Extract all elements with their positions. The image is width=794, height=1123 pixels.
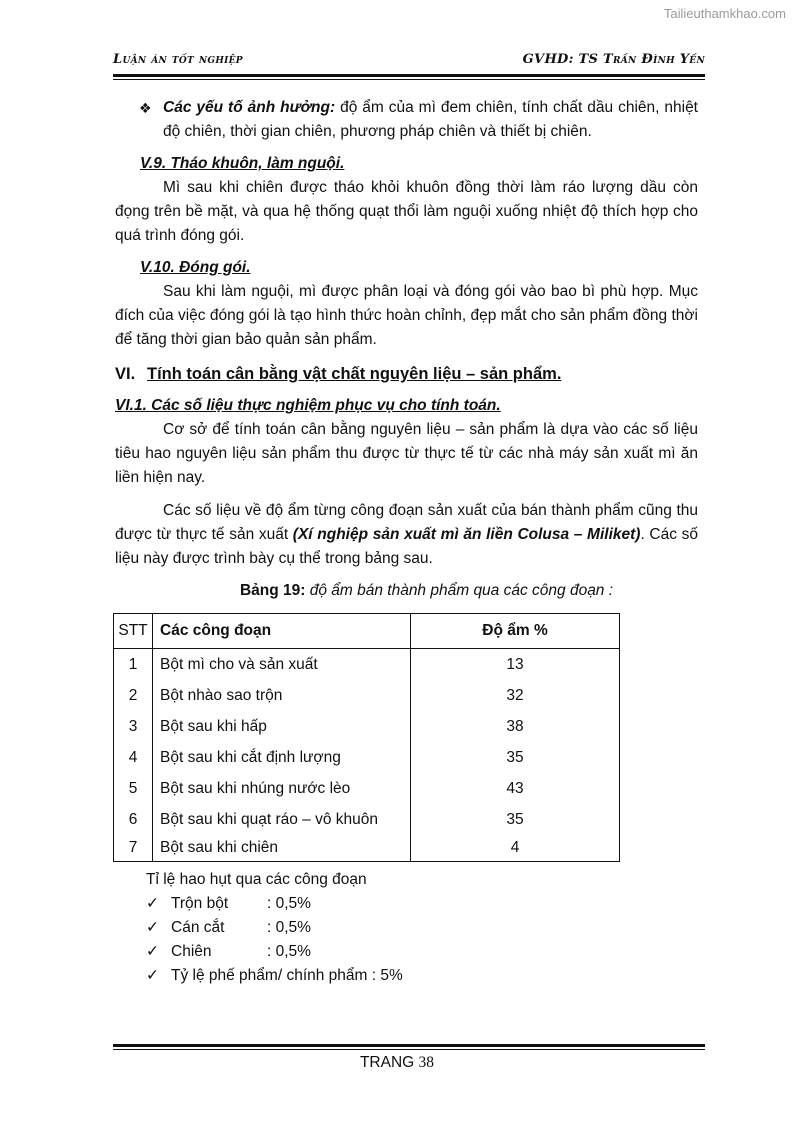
section-v10-paragraph: Sau khi làm nguội, mì được phân loại và đóng gói vào bao bì phù hợp. Mục đích của việc đóng gói là tạo hình thức hoàn chỉnh, đẹp mắt cho sản phẩm đồng thời để tăng thời gian bảo quản sản phẩm. (115, 283, 698, 348)
cell-stt: 3 (114, 711, 153, 742)
section-vi-text: Tính toán cân bằng vật chất nguyên liệu – sản phẩm. (147, 365, 562, 383)
table-row (114, 804, 620, 835)
loss-label: Trộn bột (171, 895, 229, 912)
list-item (146, 892, 403, 916)
para2-text-a: Các số liệu về độ ẩm từng công đoạn sản xuất của bán thành phẩm cũng thu được từ thực tế sản xuất (115, 502, 698, 543)
loss-label: Cán cắt (171, 919, 225, 936)
header-advisor: GVHD: TS Trần Đình Yến (522, 52, 705, 67)
table-row (114, 649, 620, 681)
influence-factors-bullet (115, 96, 698, 144)
check-icon: ✓ (146, 895, 159, 912)
header-moisture: Độ ẩm % (411, 614, 620, 649)
footer-rule-thick (113, 1044, 705, 1047)
loss-value: : 0,5% (267, 943, 311, 960)
page-header (113, 52, 705, 74)
cell-stt: 5 (114, 773, 153, 804)
cell-moisture: 38 (411, 711, 620, 742)
loss-rates (146, 868, 403, 988)
bullet-text: độ ẩm của mì đem chiên, tính chất dầu chiên, nhiệt độ chiên, thời gian chiên, phương pháp chiên và thiết bị chiên. (163, 99, 698, 140)
table-row (114, 835, 620, 862)
table-row (114, 711, 620, 742)
cell-moisture: 13 (411, 649, 620, 681)
list-item (146, 964, 403, 988)
cell-stage: Bột sau khi chiên (153, 835, 411, 862)
loss-rates-title: Tỉ lệ hao hụt qua các công đoạn (146, 871, 367, 888)
section-vi-number: VI. (115, 365, 136, 383)
check-icon: ✓ (146, 943, 159, 960)
section-v10-title: V.10. Đóng gói. (140, 259, 251, 276)
check-icon: ✓ (146, 919, 159, 936)
cell-stage: Bột sau khi quạt ráo – vô khuôn (153, 804, 411, 835)
bullet-label: Các yếu tố ảnh hưởng: (163, 99, 336, 116)
section-v9-title: V.9. Tháo khuôn, làm nguội. (140, 155, 345, 172)
cell-moisture: 35 (411, 742, 620, 773)
diamond-bullet-icon: ❖ (139, 100, 152, 116)
para2-text-c: . Các số liệu này được trình bày cụ thể trong bảng sau. (115, 526, 699, 567)
page-label: TRANG (359, 1054, 415, 1071)
check-icon: ✓ (146, 967, 159, 984)
section-vi1-paragraph-2 (115, 499, 698, 571)
cell-moisture: 32 (411, 680, 620, 711)
cell-stt: 1 (114, 649, 153, 681)
moisture-table (113, 613, 620, 862)
cell-stage: Bột mì cho và sản xuất (153, 649, 411, 681)
cell-moisture: 35 (411, 804, 620, 835)
list-item (146, 916, 403, 940)
table-row (114, 742, 620, 773)
cell-moisture: 4 (411, 835, 620, 862)
loss-value: : 0,5% (267, 919, 311, 936)
loss-value: : 0,5% (267, 895, 311, 912)
table-row (114, 773, 620, 804)
cell-stt: 6 (114, 804, 153, 835)
table-caption (115, 579, 698, 603)
cell-moisture: 43 (411, 773, 620, 804)
section-vi1-paragraph-1: Cơ sở để tính toán cân bằng nguyên liệu – sản phẩm là dựa vào các số liệu tiêu hao nguyên liệu sản phẩm thu được từ thực tế từ các nhà máy sản xuất mì ăn liền hiện nay. (115, 421, 698, 486)
table-row (114, 680, 620, 711)
list-item (146, 940, 403, 964)
cell-stt: 4 (114, 742, 153, 773)
header-rule-thin (113, 79, 705, 80)
table-caption-label: Bảng 19: (239, 582, 306, 599)
table-caption-text: độ ẩm bán thành phẩm qua các công đoạn : (305, 582, 614, 599)
cell-stt: 2 (114, 680, 153, 711)
cell-stage: Bột sau khi hấp (153, 711, 411, 742)
header-stt: STT (114, 614, 153, 649)
header-rule-thick (113, 74, 705, 77)
cell-stt: 7 (114, 835, 153, 862)
watermark: Tailieuthamkhao.com (663, 6, 786, 21)
section-v9-paragraph: Mì sau khi chiên được tháo khỏi khuôn đồng thời làm ráo lượng dầu còn đọng trên bề mặt, và qua hệ thống quạt thổi làm nguội xuống nhiệt độ thích hợp cho quá trình đóng gói. (115, 179, 698, 244)
defect-ratio: Tỷ lệ phế phẩm/ chính phẩm : 5% (171, 967, 403, 984)
page-body (115, 96, 698, 603)
section-vi-title (115, 362, 698, 386)
header-stage: Các công đoạn (153, 614, 411, 649)
page-number (0, 1054, 794, 1072)
section-vi1-title: VI.1. Các số liệu thực nghiệm phục vụ cho tính toán. (115, 397, 501, 414)
loss-label: Chiên (171, 943, 212, 960)
footer-rule-thin (113, 1049, 705, 1050)
header-thesis-title: Luận án tốt nghiệp (113, 52, 243, 67)
cell-stage: Bột sau khi nhúng nước lèo (153, 773, 411, 804)
cell-stage: Bột nhào sao trộn (153, 680, 411, 711)
para2-source: (Xí nghiệp sản xuất mì ăn liền Colusa – Miliket) (292, 526, 641, 543)
page-number-value: 38 (418, 1054, 435, 1071)
cell-stage: Bột sau khi cắt định lượng (153, 742, 411, 773)
table-header-row (114, 614, 620, 649)
